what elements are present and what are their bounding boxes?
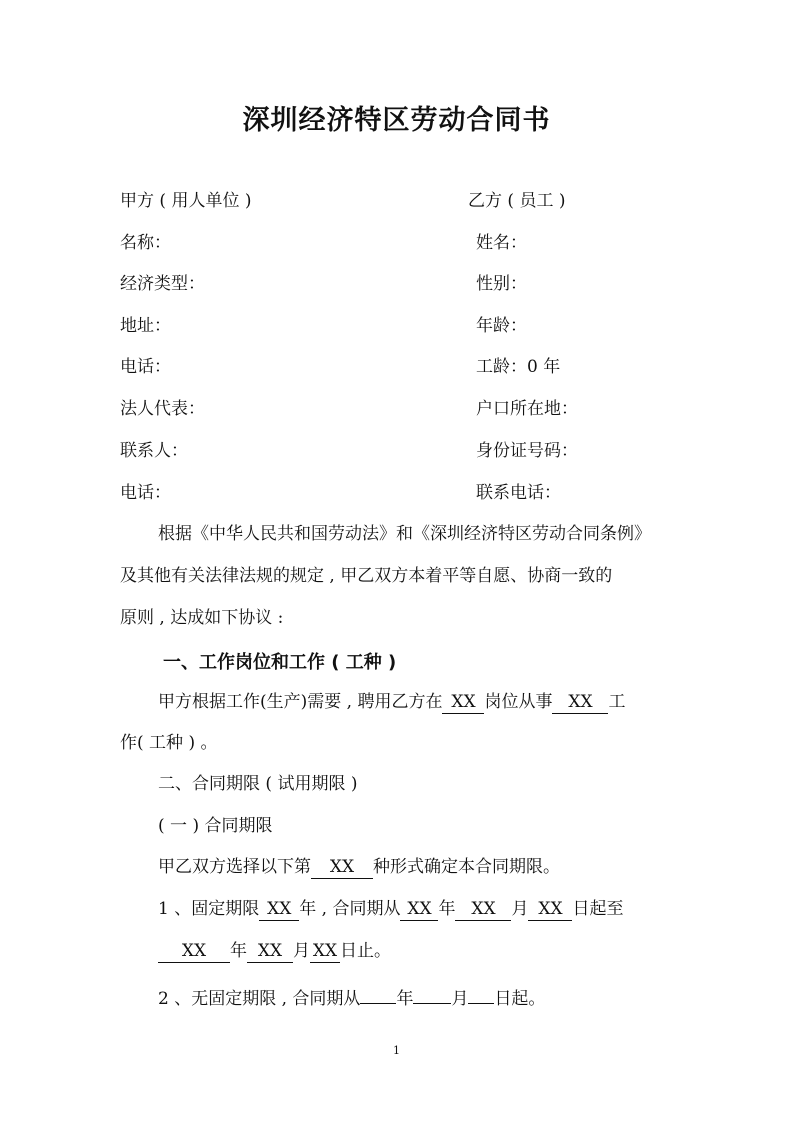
section-1-line-2: 作( 工种 ) 。	[120, 733, 218, 753]
party-b-header: 乙方 ( 员工 )	[468, 191, 566, 211]
party-b-contact-phone-label: 联系电话：	[476, 483, 561, 503]
start-day-value: XX	[528, 899, 572, 921]
start-year-value: XX	[400, 899, 438, 921]
section-2-heading: 二、合同期限 ( 试用期限 )	[158, 774, 358, 794]
fixed-term-text-b: 年 , 合同期从	[299, 899, 401, 919]
fixed-term-text-g: 月	[293, 941, 310, 961]
section-1-heading: 一、工作岗位和工作 ( 工种 )	[163, 652, 397, 673]
open-term-text-a: 2 、无固定期限 , 合同期从	[158, 989, 361, 1009]
open-term-text-b: 年	[396, 989, 414, 1009]
party-a-contact-label: 联系人：	[120, 441, 188, 461]
fixed-term-text-d: 月	[511, 899, 529, 919]
end-year-value: XX	[158, 941, 230, 963]
fixed-term-text-f: 年	[230, 941, 247, 961]
open-term-line	[158, 982, 545, 1010]
party-b-age-label: 年龄：	[476, 316, 527, 336]
intro-line-3: 原则 , 达成如下协议 :	[120, 608, 284, 628]
term-choice-line	[158, 856, 560, 879]
section-1-text-a: 甲方根据工作(生产)需要 , 聘用乙方在	[158, 692, 443, 712]
term-choice-text-a: 甲乙双方选择以下第	[158, 857, 311, 877]
fixed-years-value: XX	[259, 899, 299, 921]
party-a-header: 甲方 ( 用人单位 )	[120, 191, 252, 211]
party-a-name-label: 名称：	[120, 233, 171, 253]
party-a-legal-rep-label: 法人代表：	[120, 399, 205, 419]
term-choice-text-b: 种形式确定本合同期限。	[373, 857, 560, 877]
fixed-term-text-e: 日起至	[572, 899, 624, 919]
fixed-term-text-c: 年	[438, 899, 456, 919]
open-start-year-blank	[360, 982, 396, 1004]
intro-line-2: 及其他有关法律法规的规定 , 甲乙双方本着平等自愿、协商一致的	[120, 566, 613, 586]
party-b-seniority-label: 工龄：0 年	[476, 357, 561, 377]
party-b-id-number-label: 身份证号码：	[476, 441, 578, 461]
open-term-text-c: 月	[451, 989, 469, 1009]
party-b-hukou-label: 户口所在地：	[476, 399, 578, 419]
open-start-day-blank	[468, 982, 494, 1004]
section-1-paragraph	[158, 691, 625, 714]
section-1-text-c: 工	[608, 692, 626, 712]
fixed-term-text-h: 日止。	[340, 941, 391, 961]
party-a-economic-type-label: 经济类型：	[120, 274, 205, 294]
page-number: 1	[393, 1044, 400, 1057]
post-fill-value: XX	[442, 692, 484, 714]
end-day-value: XX	[310, 941, 340, 963]
party-a-phone-label: 电话：	[120, 357, 171, 377]
party-a-address-label: 地址：	[120, 316, 171, 336]
party-a-phone2-label: 电话：	[120, 483, 171, 503]
term-choice-value: XX	[311, 857, 373, 879]
fixed-term-line-1	[158, 898, 623, 921]
party-b-name-label: 姓名：	[476, 233, 527, 253]
open-term-text-d: 日起。	[494, 989, 546, 1009]
end-month-value: XX	[247, 941, 293, 963]
document-title: 深圳经济特区劳动合同书	[242, 105, 551, 136]
party-b-gender-label: 性别：	[476, 274, 527, 294]
start-month-value: XX	[455, 899, 511, 921]
fixed-term-line-2	[158, 940, 391, 963]
job-fill-value: XX	[552, 692, 608, 714]
open-start-month-blank	[413, 982, 451, 1004]
section-1-text-b: 岗位从事	[484, 692, 553, 712]
fixed-term-text-a: 1 、固定期限	[158, 899, 260, 919]
section-2-sub-1: ( 一 ) 合同期限	[158, 816, 273, 836]
intro-line-1: 根据《中华人民共和国劳动法》和《深圳经济特区劳动合同条例》	[158, 524, 651, 544]
